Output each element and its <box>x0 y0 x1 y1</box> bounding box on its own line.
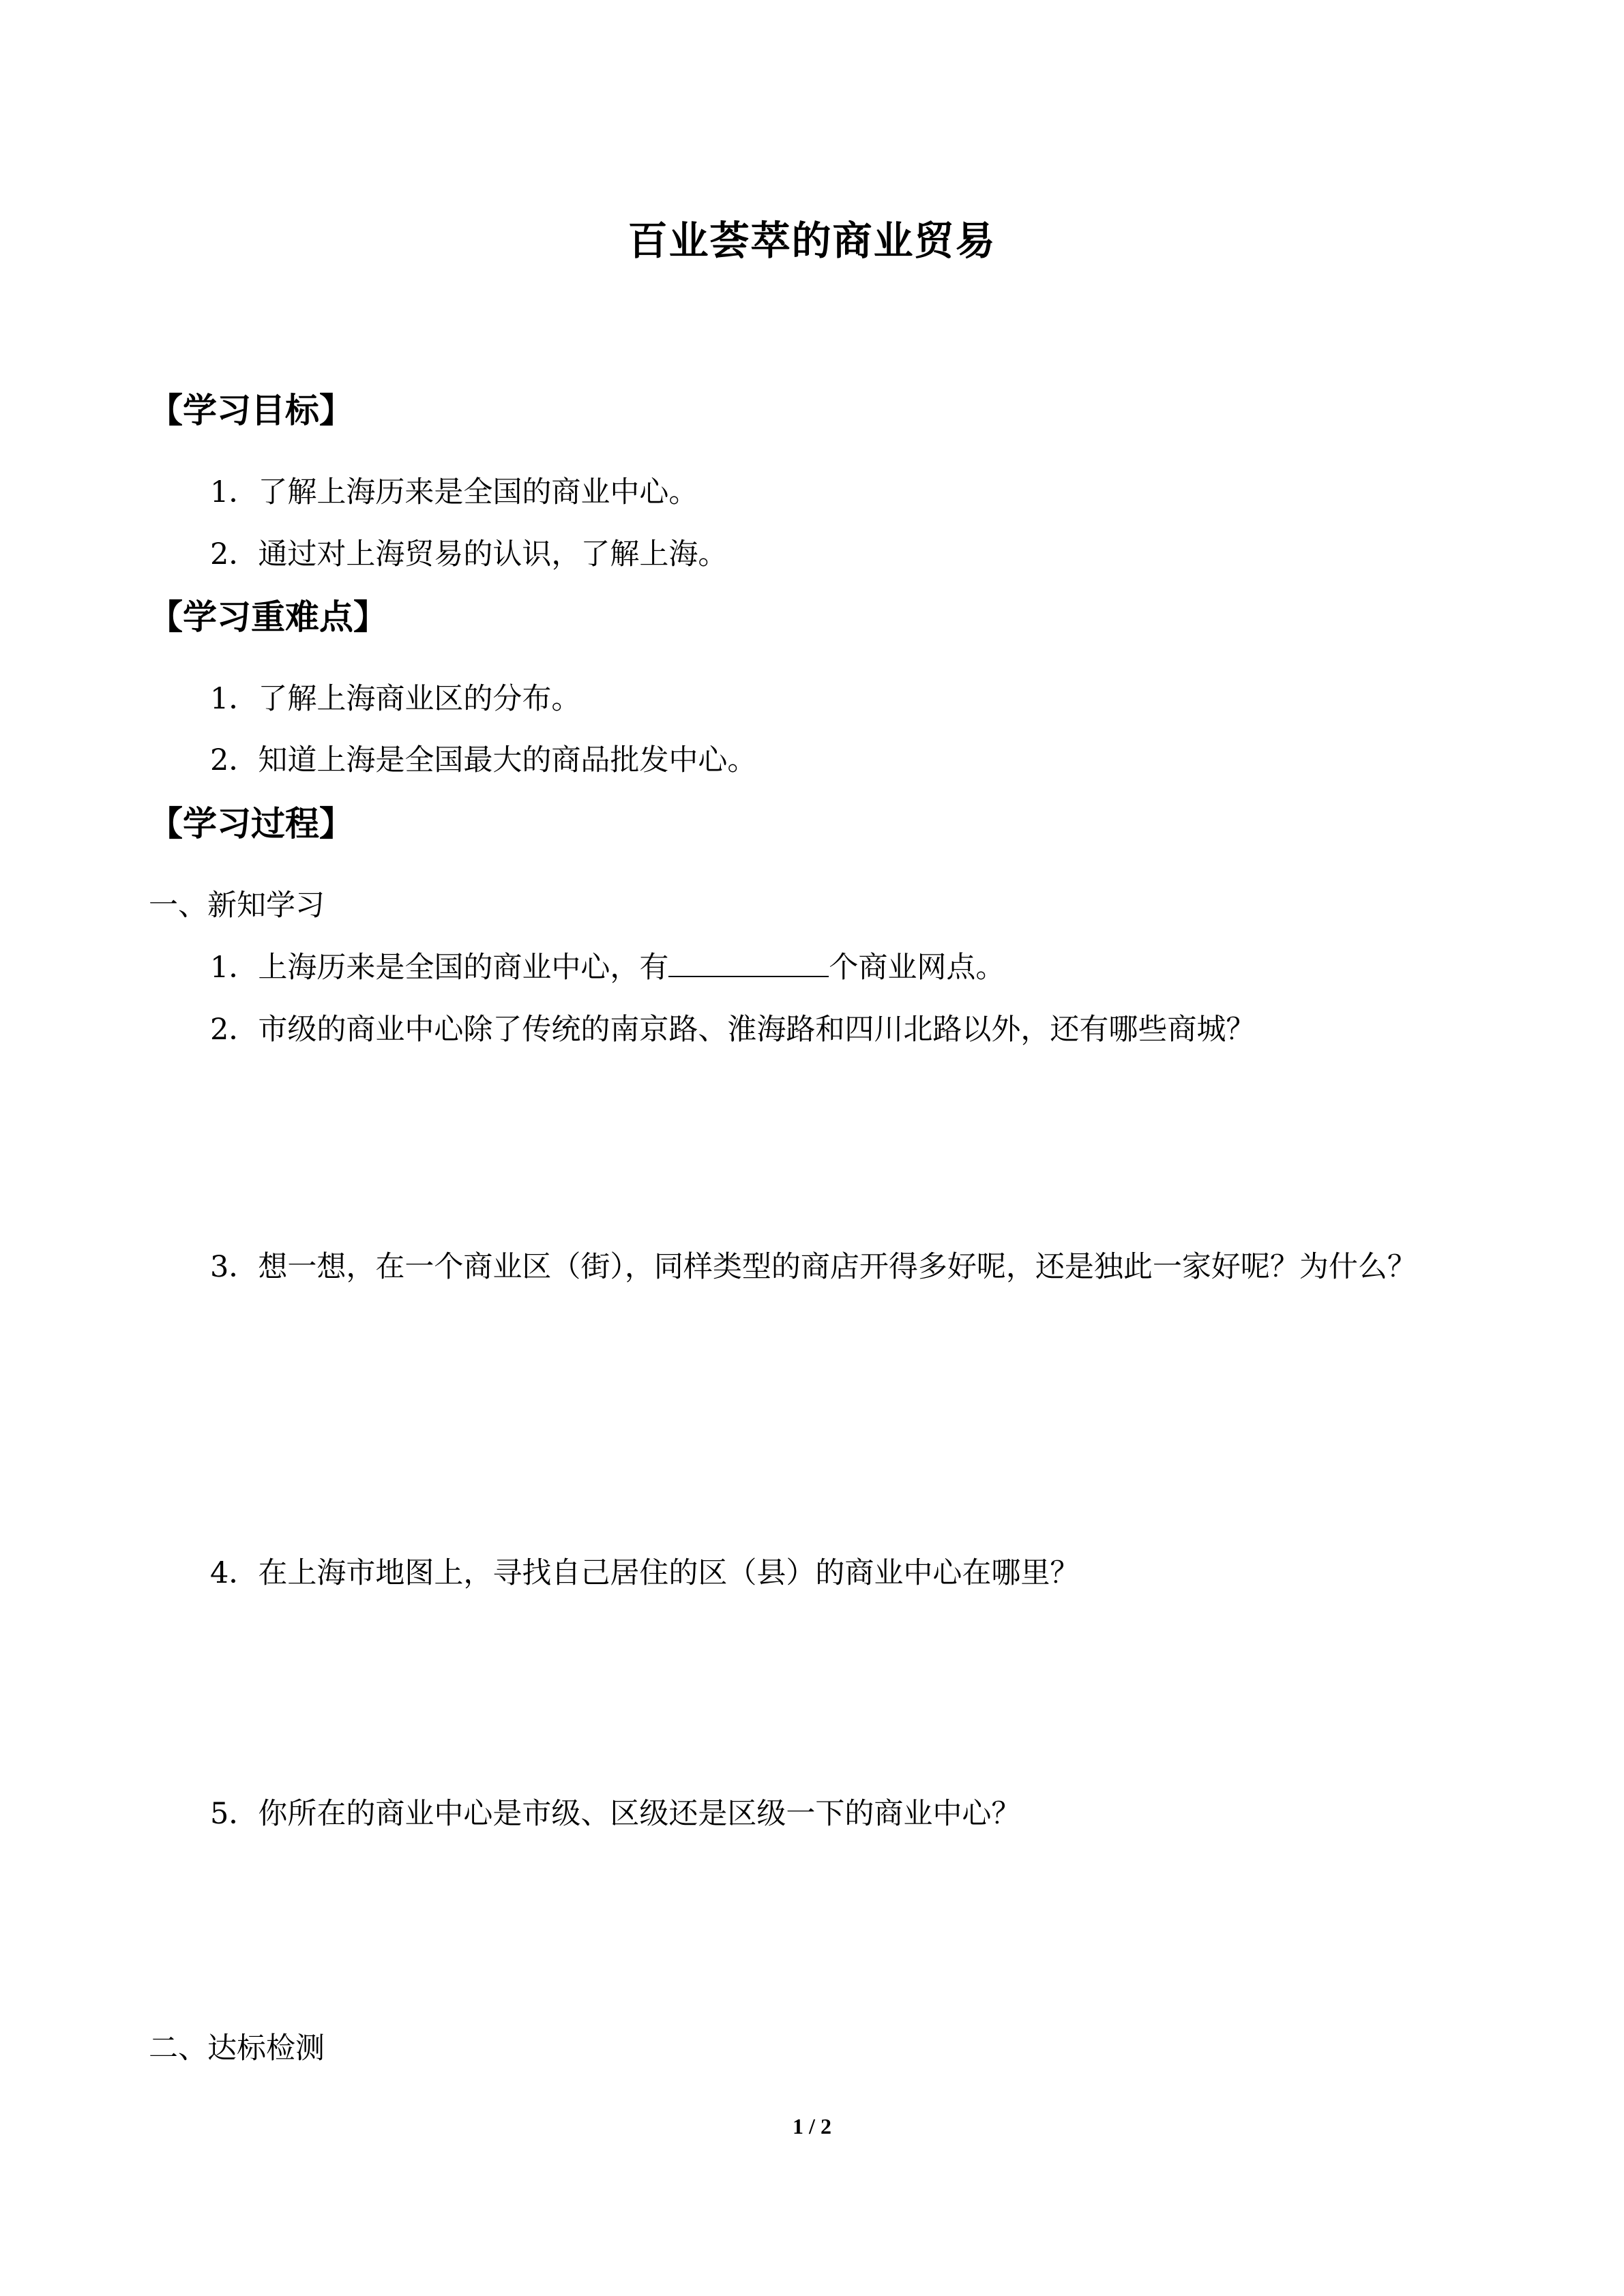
question-5: 5．你所在的商业中心是市级、区级还是区级一下的商业中心？ <box>210 1797 1021 1831</box>
question-4: 4．在上海市地图上，寻找自己居住的区（县）的商业中心在哪里？ <box>210 1556 1080 1590</box>
heading-key-points: 【学习重难点】 <box>149 597 387 637</box>
goal-item-1: 1．了解上海历来是全国的商业中心。 <box>210 475 698 509</box>
heading-learning-goals: 【学习目标】 <box>149 391 353 430</box>
part2-label: 二、达标检测 <box>149 2031 325 2066</box>
key-point-item-1: 1．了解上海商业区的分布。 <box>210 682 581 716</box>
heading-learning-process: 【学习过程】 <box>149 804 353 844</box>
question-1 <box>210 947 1005 988</box>
fill-in-blank[interactable] <box>668 947 829 977</box>
question-1-text-after: 个商业网点。 <box>829 951 1005 985</box>
part1-label: 一、新知学习 <box>149 889 325 923</box>
page-title: 百业荟萃的商业贸易 <box>628 218 996 264</box>
key-point-item-2: 2．知道上海是全国最大的商品批发中心。 <box>210 743 757 777</box>
question-3: 3．想一想，在一个商业区（街），同样类型的商店开得多好呢，还是独此一家好呢？为什么？ <box>210 1250 1417 1284</box>
page-number: 1 / 2 <box>793 2114 831 2138</box>
question-2: 2．市级的商业中心除了传统的南京路、淮海路和四川北路以外，还有哪些商城？ <box>210 1013 1256 1047</box>
goal-item-2: 2．通过对上海贸易的认识，了解上海。 <box>210 537 728 571</box>
question-1-text-before: 1．上海历来是全国的商业中心，有 <box>210 951 669 985</box>
